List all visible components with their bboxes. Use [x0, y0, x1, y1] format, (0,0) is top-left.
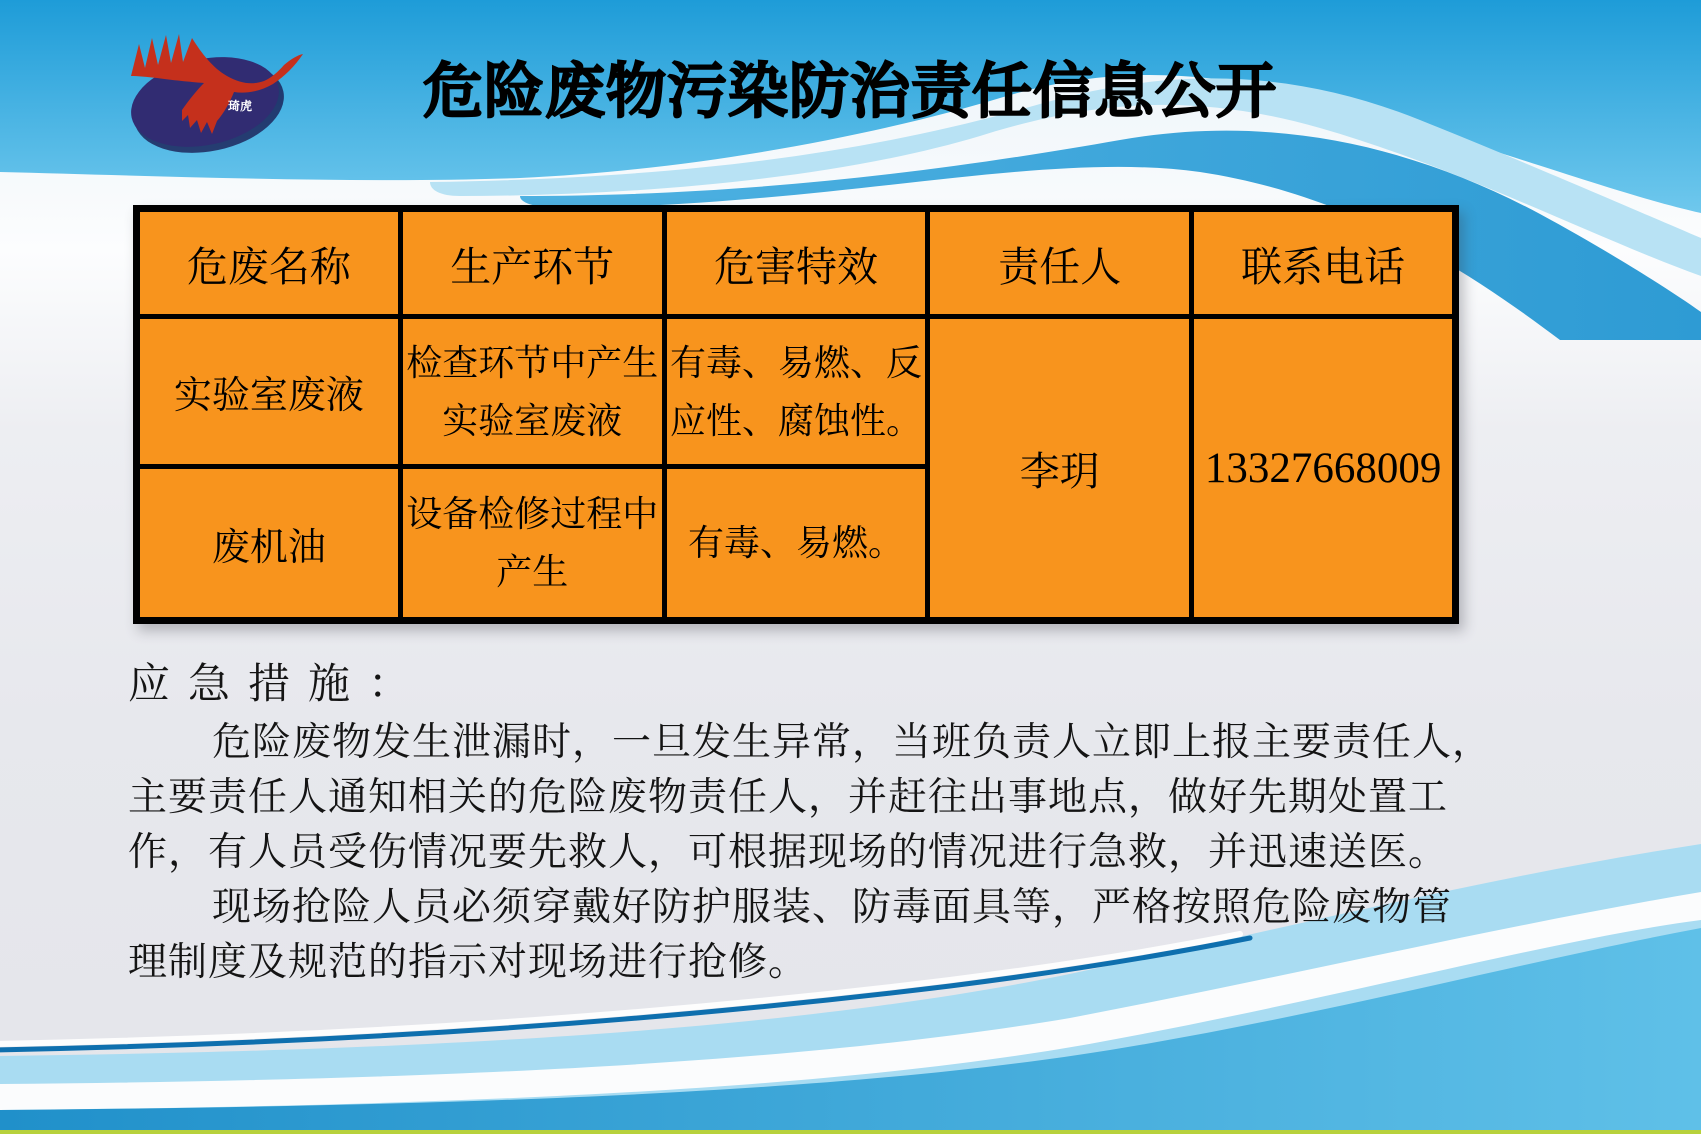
col-header-contact-phone: 联系电话 [1192, 209, 1456, 317]
col-header-hazard-effect: 危害特效 [664, 209, 928, 317]
cell-stage-2: 设备检修过程中产生 [400, 467, 664, 621]
logo-text: 琦虎 [228, 99, 253, 113]
cell-waste-name-2: 废机油 [137, 467, 401, 621]
emergency-line: 主要责任人通知相关的危险废物责任人，并赶往出事地点，做好先期处置工 [128, 776, 1449, 819]
emergency-measures-section [128, 655, 1594, 990]
col-header-responsible-person: 责任人 [928, 209, 1192, 317]
col-header-production-stage: 生产环节 [400, 209, 664, 317]
emergency-line: 作，有人员受伤情况要先救人，可根据现场的情况进行急救，并迅速送医。 [128, 831, 1449, 874]
cell-hazard-1: 有毒、易燃、反应性、腐蚀性。 [664, 317, 928, 467]
table-header-row [137, 209, 1456, 317]
emergency-heading: 应急措施： [128, 662, 429, 708]
cell-hazard-2: 有毒、易燃。 [664, 467, 928, 621]
emergency-line: 危险废物发生泄漏时，一旦发生异常，当班负责人立即上报主要责任人， [212, 721, 1493, 764]
bottom-accent-strip [0, 1130, 1701, 1134]
emergency-line: 现场抢险人员必须穿戴好防护服装、防毒面具等，严格按照危险废物管 [212, 886, 1453, 929]
col-header-waste-name: 危废名称 [137, 209, 401, 317]
page-title: 危险废物污染防治责任信息公开 [423, 58, 1277, 125]
cell-waste-name-1: 实验室废液 [137, 317, 401, 467]
cell-stage-1: 检查环节中产生实验室废液 [400, 317, 664, 467]
table-row [137, 317, 1456, 467]
emergency-line: 理制度及规范的指示对现场进行抢修。 [128, 941, 809, 984]
cell-contact-phone: 13327668009 [1192, 317, 1456, 621]
hazard-table [133, 205, 1459, 624]
cell-responsible-person: 李玥 [928, 317, 1192, 621]
